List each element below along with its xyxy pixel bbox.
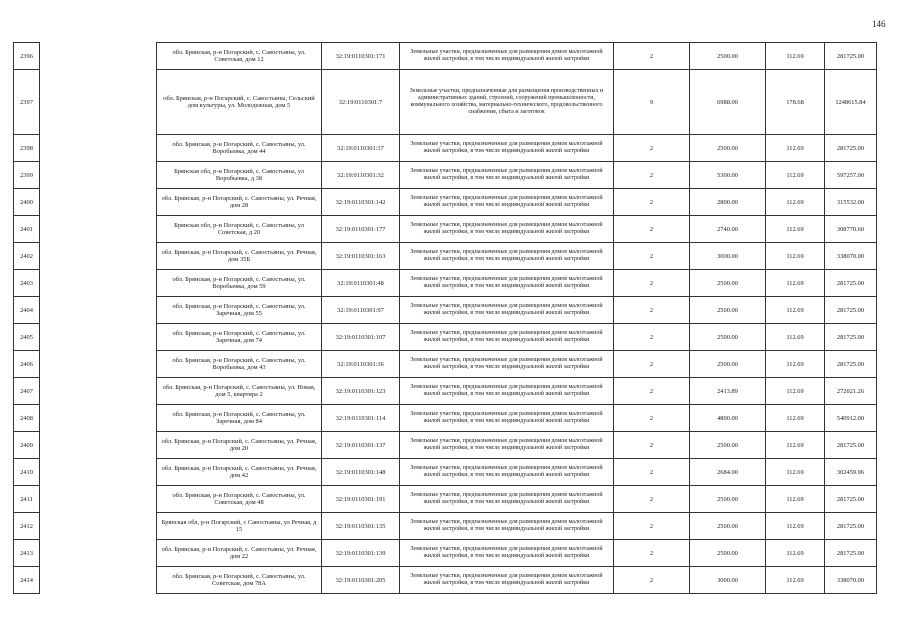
category-cell: 2 bbox=[614, 189, 690, 216]
category-cell: 2 bbox=[614, 486, 690, 513]
address-cell: Брянская обл, р-н Погарский, с. Савостьяны, ул Воробьевка, д 38 bbox=[157, 162, 322, 189]
row-number-cell: 2407 bbox=[14, 378, 40, 405]
cadastral-number-cell: 32:19:0110301:107 bbox=[322, 324, 400, 351]
cadastral-number-cell: 32:19:0110301:123 bbox=[322, 378, 400, 405]
cadastral-number-cell: 32:19:0110301:137 bbox=[322, 432, 400, 459]
cadastral-number-cell: 32:19:0110301:114 bbox=[322, 405, 400, 432]
permitted-use-cell: Земельные участки, предназначенные для размещения домов малоэтажной жилой застройки, в том числе индивидуальной жилой застройки bbox=[400, 324, 614, 351]
address-cell: обл. Брянская, р-н Погарский, с. Савостьяны, ул. Советская, дом 48 bbox=[157, 486, 322, 513]
cadastral-number-cell: 32:19:0110301:37 bbox=[322, 135, 400, 162]
rate-cell: 112.69 bbox=[766, 216, 825, 243]
rate-cell: 112.69 bbox=[766, 405, 825, 432]
category-cell: 2 bbox=[614, 540, 690, 567]
cadastral-value-cell: 315532.00 bbox=[825, 189, 877, 216]
address-cell: Брянская обл, р-н Погарский, с. Савостьяны, ул Советская, д 20 bbox=[157, 216, 322, 243]
row-number-cell: 2411 bbox=[14, 486, 40, 513]
row-number-cell: 2398 bbox=[14, 135, 40, 162]
area-cell: 2413.89 bbox=[690, 378, 766, 405]
address-cell: обл. Брянская, р-н Погарский, с. Савостьяны, ул. Речная, дом 35Б bbox=[157, 243, 322, 270]
table-row bbox=[14, 486, 877, 513]
cadastral-value-cell: 338070.00 bbox=[825, 567, 877, 594]
rate-cell: 112.69 bbox=[766, 243, 825, 270]
cadastral-number-cell: 32:19:0110301:148 bbox=[322, 459, 400, 486]
table-row bbox=[14, 70, 877, 135]
permitted-use-cell: Земельные участки, предназначенные для размещения домов малоэтажной жилой застройки, в том числе индивидуальной жилой застройки bbox=[400, 378, 614, 405]
table-row bbox=[14, 459, 877, 486]
permitted-use-cell: Земельные участки, предназначенные для размещения домов малоэтажной жилой застройки, в том числе индивидуальной жилой застройки bbox=[400, 297, 614, 324]
cadastral-number-cell: 32:19:0110301:139 bbox=[322, 540, 400, 567]
table-row bbox=[14, 405, 877, 432]
cadastral-value-cell: 597257.00 bbox=[825, 162, 877, 189]
cadastral-value-cell: 281725.00 bbox=[825, 43, 877, 70]
cadastral-value-cell: 281725.00 bbox=[825, 513, 877, 540]
rate-cell: 112.69 bbox=[766, 189, 825, 216]
table-row bbox=[14, 324, 877, 351]
address-cell: обл. Брянская, р-н Погарский, с. Савостьяны, ул. Заречная, дом 74 bbox=[157, 324, 322, 351]
gap-cell bbox=[40, 270, 157, 297]
cadastral-number-cell: 32:19:0110301:191 bbox=[322, 486, 400, 513]
rate-cell: 178.68 bbox=[766, 70, 825, 135]
rate-cell: 112.69 bbox=[766, 513, 825, 540]
cadastral-value-cell: 281725.00 bbox=[825, 486, 877, 513]
row-number-cell: 2400 bbox=[14, 189, 40, 216]
address-cell: обл. Брянская, р-н Погарский, с. Савостьяны, ул. Воробьевка, дом 59 bbox=[157, 270, 322, 297]
category-cell: 2 bbox=[614, 324, 690, 351]
area-cell: 2500.00 bbox=[690, 486, 766, 513]
cadastral-number-cell: 32:19:0110301:205 bbox=[322, 567, 400, 594]
rate-cell: 112.69 bbox=[766, 432, 825, 459]
cadastral-value-cell: 281725.00 bbox=[825, 324, 877, 351]
address-cell: обл. Брянская, р-н Погарский, с. Савостьяны, Сельский дом культуры, ул. Молодежная, дом 5 bbox=[157, 70, 322, 135]
category-cell: 2 bbox=[614, 405, 690, 432]
cadastral-number-cell: 32:19:0110301:32 bbox=[322, 162, 400, 189]
gap-cell bbox=[40, 189, 157, 216]
cadastral-value-cell: 302459.96 bbox=[825, 459, 877, 486]
permitted-use-cell: Земельные участки, предназначенные для размещения домов малоэтажной жилой застройки, в том числе индивидуальной жилой застройки bbox=[400, 459, 614, 486]
rate-cell: 112.69 bbox=[766, 324, 825, 351]
row-number-cell: 2402 bbox=[14, 243, 40, 270]
table-row bbox=[14, 243, 877, 270]
category-cell: 2 bbox=[614, 162, 690, 189]
rate-cell: 112.69 bbox=[766, 486, 825, 513]
area-cell: 2500.00 bbox=[690, 324, 766, 351]
permitted-use-cell: Земельные участки, предназначенные для размещения домов малоэтажной жилой застройки, в том числе индивидуальной жилой застройки bbox=[400, 43, 614, 70]
cadastral-value-cell: 281725.00 bbox=[825, 432, 877, 459]
area-cell: 3000.00 bbox=[690, 243, 766, 270]
address-cell: обл. Брянская, р-н Погарский, с. Савостьяны, ул. Воробьевка, дом 44 bbox=[157, 135, 322, 162]
permitted-use-cell: Земельные участки, предназначенные для размещения домов малоэтажной жилой застройки, в том числе индивидуальной жилой застройки bbox=[400, 432, 614, 459]
table-row bbox=[14, 162, 877, 189]
address-cell: обл. Брянская, р-н Погарский, с. Савостьяны, ул. Воробьевка, дом 43 bbox=[157, 351, 322, 378]
cadastral-number-cell: 32:19:0110301:171 bbox=[322, 43, 400, 70]
gap-cell bbox=[40, 243, 157, 270]
address-cell: обл. Брянская, р-н Погарский, с. Савостьяны, ул. Новая, дом 5, квартира 2 bbox=[157, 378, 322, 405]
category-cell: 2 bbox=[614, 43, 690, 70]
rate-cell: 112.69 bbox=[766, 459, 825, 486]
permitted-use-cell: Земельные участки, предназначенные для размещения домов малоэтажной жилой застройки, в том числе индивидуальной жилой застройки bbox=[400, 162, 614, 189]
cadastral-value-cell: 338070.00 bbox=[825, 243, 877, 270]
gap-cell bbox=[40, 70, 157, 135]
table-row bbox=[14, 540, 877, 567]
land-registry-table bbox=[13, 42, 877, 594]
row-number-cell: 2412 bbox=[14, 513, 40, 540]
cadastral-value-cell: 1248615.84 bbox=[825, 70, 877, 135]
category-cell: 2 bbox=[614, 216, 690, 243]
row-number-cell: 2399 bbox=[14, 162, 40, 189]
permitted-use-cell: Земельные участки, предназначенные для размещения домов малоэтажной жилой застройки, в том числе индивидуальной жилой застройки bbox=[400, 216, 614, 243]
permitted-use-cell: Земельные участки, предназначенные для размещения домов малоэтажной жилой застройки, в том числе индивидуальной жилой застройки bbox=[400, 540, 614, 567]
rate-cell: 112.69 bbox=[766, 297, 825, 324]
rate-cell: 112.69 bbox=[766, 351, 825, 378]
category-cell: 2 bbox=[614, 270, 690, 297]
category-cell: 2 bbox=[614, 351, 690, 378]
table-row bbox=[14, 513, 877, 540]
rate-cell: 112.69 bbox=[766, 135, 825, 162]
cadastral-number-cell: 32:19:0110301:7 bbox=[322, 70, 400, 135]
gap-cell bbox=[40, 135, 157, 162]
row-number-cell: 2406 bbox=[14, 351, 40, 378]
gap-cell bbox=[40, 378, 157, 405]
table-row bbox=[14, 270, 877, 297]
address-cell: обл. Брянская, р-н Погарский, с. Савостьяны, ул. Речная, дом 28 bbox=[157, 189, 322, 216]
table-body bbox=[14, 43, 877, 594]
area-cell: 5300.00 bbox=[690, 162, 766, 189]
page-number: 146 bbox=[872, 19, 886, 29]
table-row bbox=[14, 43, 877, 70]
row-number-cell: 2405 bbox=[14, 324, 40, 351]
area-cell: 2500.00 bbox=[690, 540, 766, 567]
cadastral-value-cell: 540912.00 bbox=[825, 405, 877, 432]
address-cell: обл. Брянская, р-н Погарский, с. Савостьяны, ул. Речная, дом 42 bbox=[157, 459, 322, 486]
gap-cell bbox=[40, 540, 157, 567]
permitted-use-cell: Земельные участки, предназначенные для размещения домов малоэтажной жилой застройки, в том числе индивидуальной жилой застройки bbox=[400, 351, 614, 378]
gap-cell bbox=[40, 351, 157, 378]
cadastral-value-cell: 281725.00 bbox=[825, 135, 877, 162]
row-number-cell: 2396 bbox=[14, 43, 40, 70]
area-cell: 6988.00 bbox=[690, 70, 766, 135]
gap-cell bbox=[40, 405, 157, 432]
permitted-use-cell: Земельные участки, предназначенные для размещения домов малоэтажной жилой застройки, в том числе индивидуальной жилой застройки bbox=[400, 405, 614, 432]
row-number-cell: 2409 bbox=[14, 432, 40, 459]
area-cell: 2500.00 bbox=[690, 135, 766, 162]
permitted-use-cell: Земельные участки, предназначенные для размещения домов малоэтажной жилой застройки, в том числе индивидуальной жилой застройки bbox=[400, 567, 614, 594]
area-cell: 2500.00 bbox=[690, 432, 766, 459]
row-number-cell: 2410 bbox=[14, 459, 40, 486]
category-cell: 9 bbox=[614, 70, 690, 135]
cadastral-value-cell: 308770.60 bbox=[825, 216, 877, 243]
permitted-use-cell: Земельные участки, предназначенные для размещения домов малоэтажной жилой застройки, в том числе индивидуальной жилой застройки bbox=[400, 513, 614, 540]
row-number-cell: 2401 bbox=[14, 216, 40, 243]
address-cell: обл. Брянская, р-н Погарский, с. Савостьяны, ул. Речная, дом 20 bbox=[157, 432, 322, 459]
gap-cell bbox=[40, 162, 157, 189]
cadastral-value-cell: 281725.00 bbox=[825, 351, 877, 378]
cadastral-value-cell: 272021.26 bbox=[825, 378, 877, 405]
area-cell: 3000.00 bbox=[690, 567, 766, 594]
category-cell: 2 bbox=[614, 243, 690, 270]
row-number-cell: 2413 bbox=[14, 540, 40, 567]
permitted-use-cell: Земельные участки, предназначенные для размещения домов малоэтажной жилой застройки, в том числе индивидуальной жилой застройки bbox=[400, 486, 614, 513]
gap-cell bbox=[40, 567, 157, 594]
table-row bbox=[14, 351, 877, 378]
cadastral-value-cell: 281725.00 bbox=[825, 297, 877, 324]
rate-cell: 112.69 bbox=[766, 540, 825, 567]
cadastral-number-cell: 32:19:0110301:163 bbox=[322, 243, 400, 270]
table-row bbox=[14, 135, 877, 162]
table-row bbox=[14, 216, 877, 243]
address-cell: обл. Брянская, р-н Погарский, с. Савостьяны, ул. Речная, дом 22 bbox=[157, 540, 322, 567]
rate-cell: 112.69 bbox=[766, 567, 825, 594]
table-row bbox=[14, 567, 877, 594]
area-cell: 2500.00 bbox=[690, 513, 766, 540]
area-cell: 4800.00 bbox=[690, 405, 766, 432]
permitted-use-cell: Земельные участки, предназначенные для размещения производственных и административных зданий, строений, сооружений промышленности, коммунального хозяйства, материально-технического, продовольственного снабжения, сбыта и заготовок bbox=[400, 70, 614, 135]
row-number-cell: 2404 bbox=[14, 297, 40, 324]
area-cell: 2740.00 bbox=[690, 216, 766, 243]
permitted-use-cell: Земельные участки, предназначенные для размещения домов малоэтажной жилой застройки, в том числе индивидуальной жилой застройки bbox=[400, 243, 614, 270]
address-cell: обл. Брянская, р-н Погарский, с. Савостьяны, ул. Советская, дом 12 bbox=[157, 43, 322, 70]
gap-cell bbox=[40, 297, 157, 324]
row-number-cell: 2408 bbox=[14, 405, 40, 432]
cadastral-number-cell: 32:19:0110301:48 bbox=[322, 270, 400, 297]
rate-cell: 112.69 bbox=[766, 43, 825, 70]
cadastral-value-cell: 281725.00 bbox=[825, 540, 877, 567]
cadastral-number-cell: 32:19:0110301:142 bbox=[322, 189, 400, 216]
area-cell: 2500.00 bbox=[690, 351, 766, 378]
category-cell: 2 bbox=[614, 567, 690, 594]
permitted-use-cell: Земельные участки, предназначенные для размещения домов малоэтажной жилой застройки, в том числе индивидуальной жилой застройки bbox=[400, 270, 614, 297]
area-cell: 2800.00 bbox=[690, 189, 766, 216]
table-row bbox=[14, 378, 877, 405]
gap-cell bbox=[40, 459, 157, 486]
cadastral-number-cell: 32:19:0110301:97 bbox=[322, 297, 400, 324]
cadastral-number-cell: 32:19:0110301:135 bbox=[322, 513, 400, 540]
row-number-cell: 2414 bbox=[14, 567, 40, 594]
row-number-cell: 2403 bbox=[14, 270, 40, 297]
area-cell: 2684.00 bbox=[690, 459, 766, 486]
row-number-cell: 2397 bbox=[14, 70, 40, 135]
gap-cell bbox=[40, 324, 157, 351]
rate-cell: 112.69 bbox=[766, 378, 825, 405]
category-cell: 2 bbox=[614, 297, 690, 324]
cadastral-value-cell: 281725.00 bbox=[825, 270, 877, 297]
area-cell: 2500.00 bbox=[690, 297, 766, 324]
address-cell: обл. Брянская, р-н Погарский, с. Савостьяны, ул. Заречная, дом 55 bbox=[157, 297, 322, 324]
category-cell: 2 bbox=[614, 513, 690, 540]
category-cell: 2 bbox=[614, 459, 690, 486]
table-row bbox=[14, 432, 877, 459]
address-cell: обл. Брянская, р-н Погарский, с. Савостьяны, ул. Советская, дом 78А bbox=[157, 567, 322, 594]
rate-cell: 112.69 bbox=[766, 270, 825, 297]
gap-cell bbox=[40, 216, 157, 243]
category-cell: 2 bbox=[614, 135, 690, 162]
category-cell: 2 bbox=[614, 432, 690, 459]
category-cell: 2 bbox=[614, 378, 690, 405]
table-row bbox=[14, 297, 877, 324]
gap-cell bbox=[40, 486, 157, 513]
gap-cell bbox=[40, 432, 157, 459]
permitted-use-cell: Земельные участки, предназначенные для размещения домов малоэтажной жилой застройки, в том числе индивидуальной жилой застройки bbox=[400, 135, 614, 162]
address-cell: Брянская обл, р-н Погарский, с Савостьяны, ул Речная, д 15 bbox=[157, 513, 322, 540]
cadastral-number-cell: 32:19:0110301:177 bbox=[322, 216, 400, 243]
gap-cell bbox=[40, 513, 157, 540]
table-row bbox=[14, 189, 877, 216]
area-cell: 2500.00 bbox=[690, 270, 766, 297]
rate-cell: 112.69 bbox=[766, 162, 825, 189]
area-cell: 2500.00 bbox=[690, 43, 766, 70]
address-cell: обл. Брянская, р-н Погарский, с. Савостьяны, ул. Заречная, дом 84 bbox=[157, 405, 322, 432]
gap-cell bbox=[40, 43, 157, 70]
permitted-use-cell: Земельные участки, предназначенные для размещения домов малоэтажной жилой застройки, в том числе индивидуальной жилой застройки bbox=[400, 189, 614, 216]
cadastral-number-cell: 32:19:0110301:36 bbox=[322, 351, 400, 378]
